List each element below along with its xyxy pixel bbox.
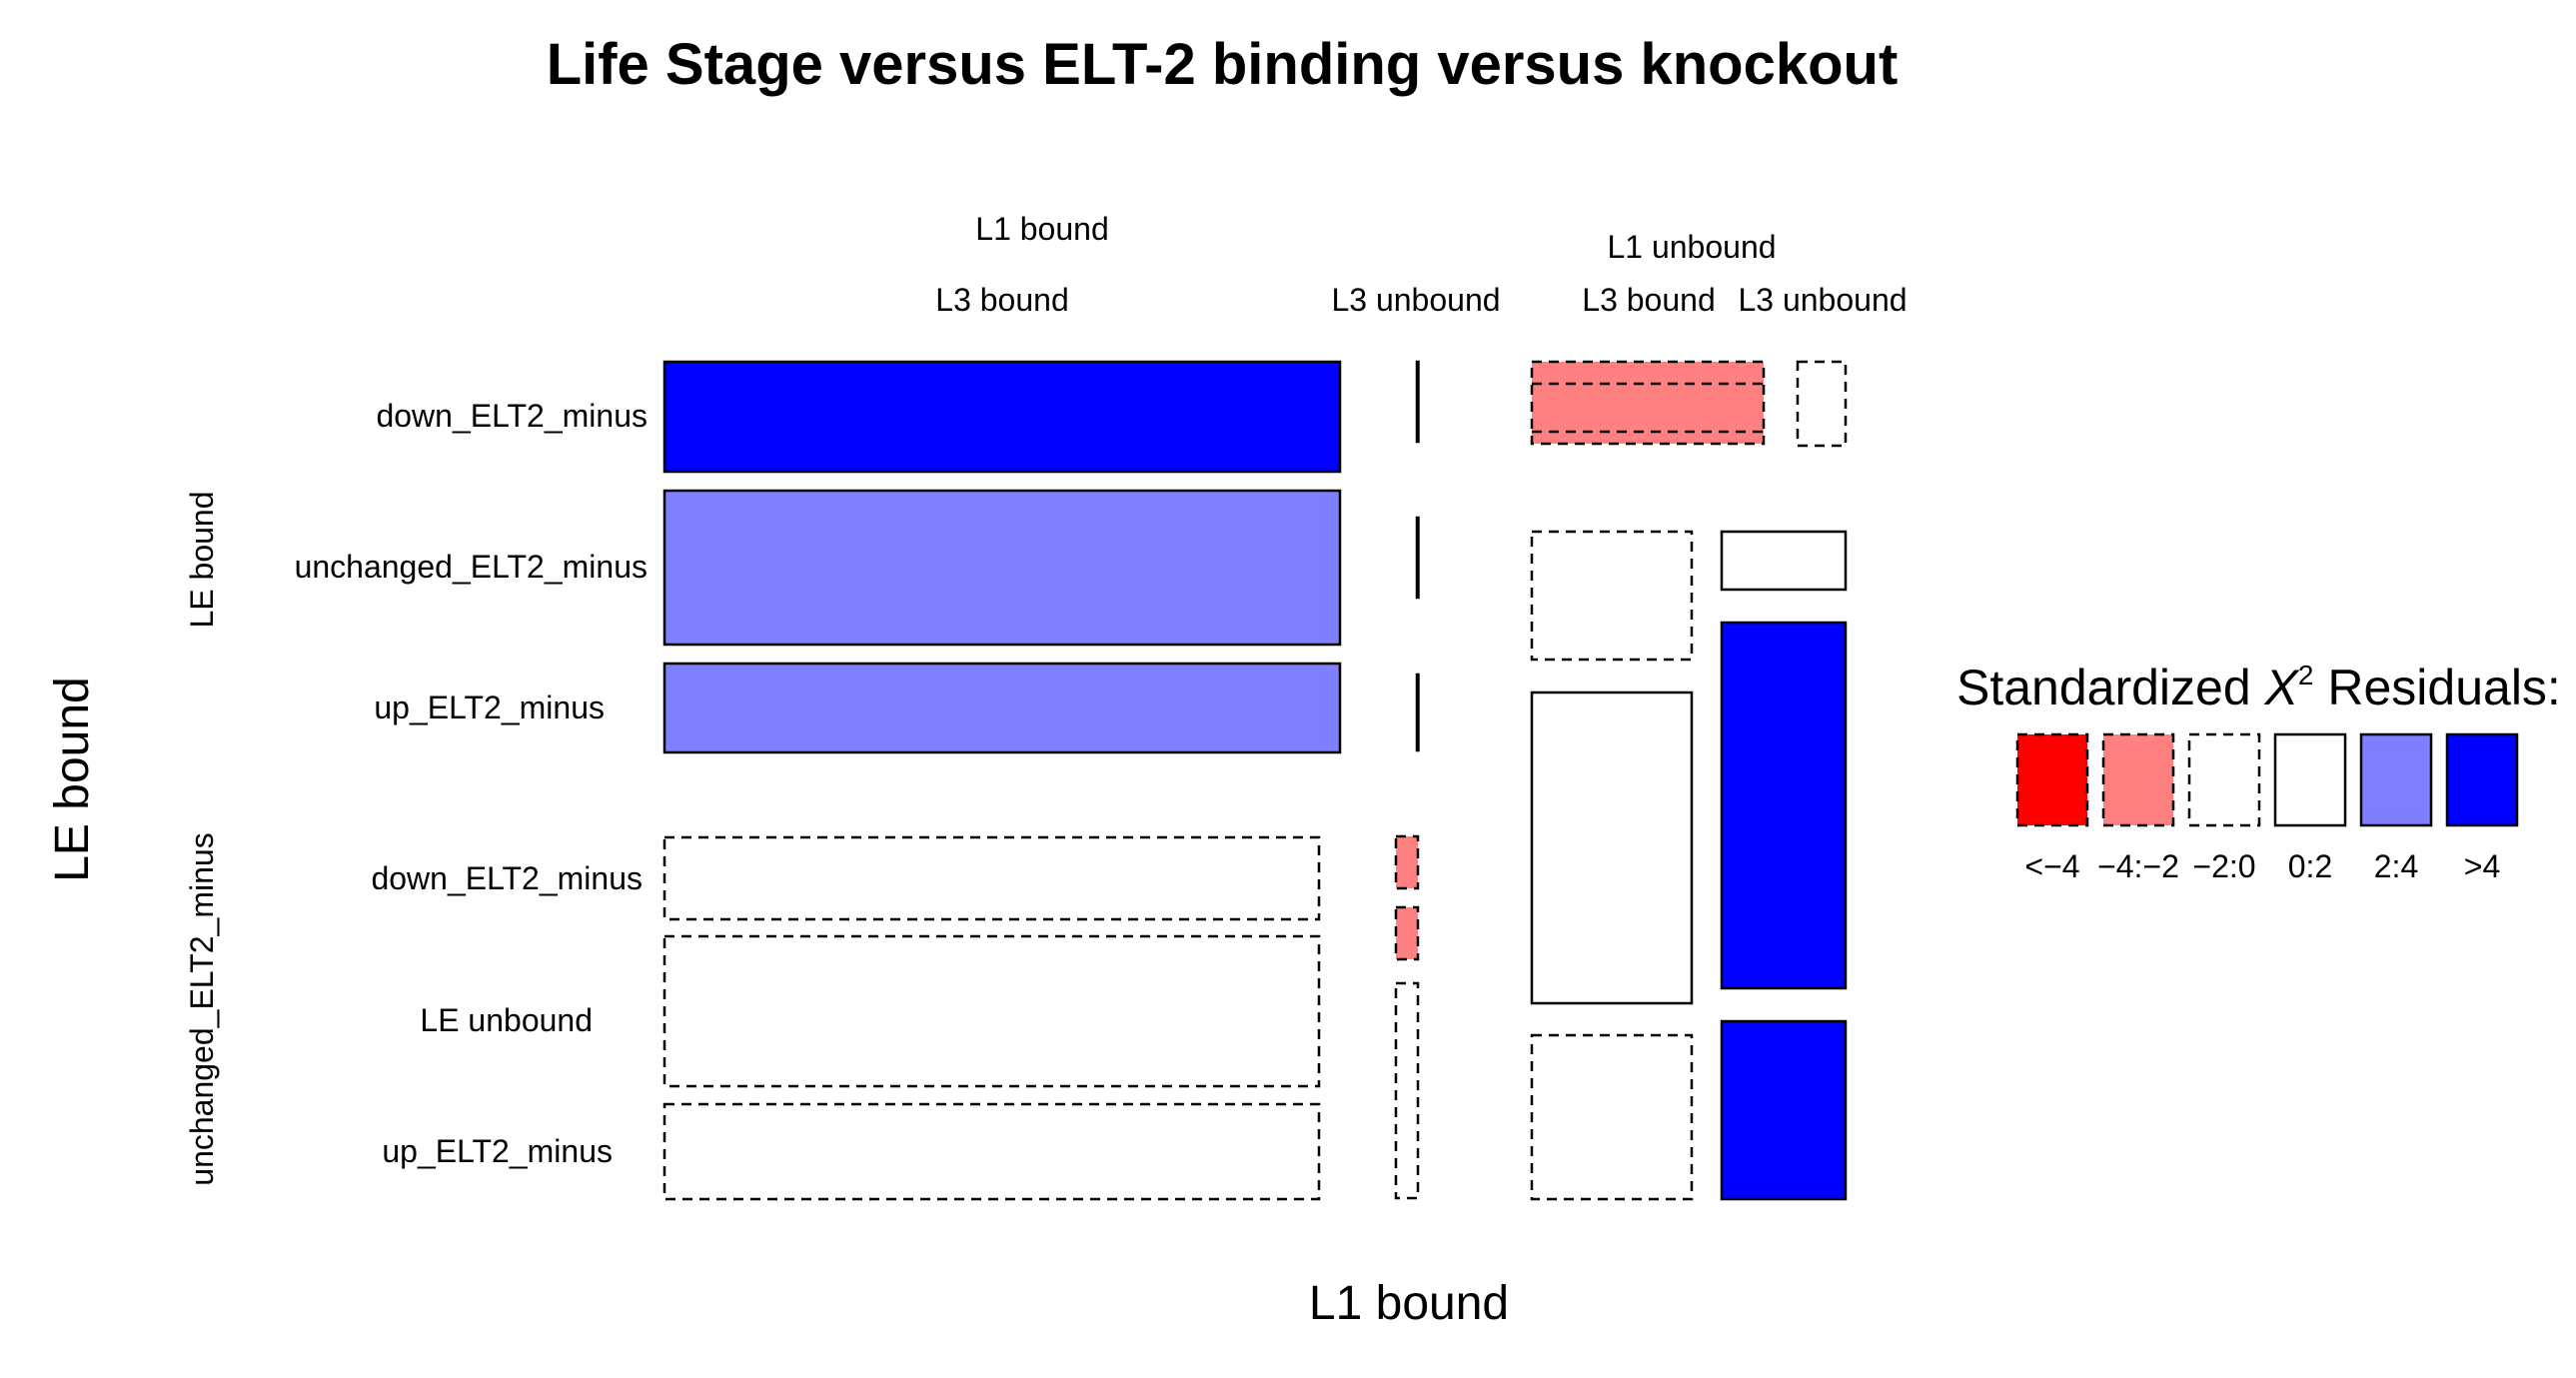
legend-swatch-0_2 bbox=[2275, 734, 2345, 825]
row-group-label-unchanged-elt2-minus: unchanged_ELT2_minus bbox=[184, 832, 220, 1186]
x-axis-title: L1 bound bbox=[1308, 1277, 1510, 1330]
row-group-label-le-bound: LE bound bbox=[184, 491, 220, 629]
chart-title: Life Stage versus ELT-2 binding versus knockout bbox=[546, 32, 1899, 97]
legend-title-prefix: Standardized bbox=[1956, 660, 2265, 715]
legend-label-lt_-4: <−4 bbox=[2024, 848, 2080, 884]
tile-l1b-l3u-le-bound-down bbox=[1417, 362, 1419, 442]
legend-swatch--4_-2 bbox=[2103, 734, 2173, 825]
tile-l1u-l3u-lg2 bbox=[1722, 1021, 1846, 1199]
tile-l1b-l3b-lg2-down bbox=[664, 837, 1319, 919]
tile-l1b-l3b-le-bound-unchanged bbox=[664, 491, 1340, 645]
col-label-l1bound-l3-unbound: L3 unbound bbox=[1331, 282, 1501, 318]
col-label-l1unbound-l3-bound: L3 bound bbox=[1582, 282, 1716, 318]
tile-l1b-l3u-lg2-le-unbound bbox=[1396, 907, 1418, 959]
tile-l1b-l3u-lg2-down bbox=[1396, 836, 1418, 888]
legend-label-2_4: 2:4 bbox=[2373, 848, 2419, 884]
legend-label--4_-2: −4:−2 bbox=[2097, 848, 2179, 884]
tile-l1b-l3b-le-bound-up bbox=[664, 664, 1340, 752]
legend-swatch-2_4 bbox=[2361, 734, 2431, 825]
tile-l1b-l3b-le-bound-down bbox=[664, 362, 1340, 472]
tile-l1u-l3b-lg2 bbox=[1532, 1035, 1692, 1199]
row-label-unchanged-elt2-minus: unchanged_ELT2_minus bbox=[294, 549, 647, 585]
tile-l1u-l3u-le-bound-unchanged bbox=[1722, 532, 1846, 590]
col-group-label-l1-bound: L1 bound bbox=[975, 211, 1109, 247]
row-label-down-elt2-minus-1: down_ELT2_minus bbox=[376, 398, 647, 434]
legend-label-0_2: 0:2 bbox=[2287, 848, 2333, 884]
col-label-l1unbound-l3-unbound: L3 unbound bbox=[1738, 282, 1908, 318]
tile-l1b-l3b-lg2-up bbox=[664, 1104, 1319, 1199]
legend-swatch-gt_4 bbox=[2447, 734, 2517, 825]
tile-l1u-l3u-le-bound-down bbox=[1798, 362, 1846, 446]
tile-l1u-l3b-le-bound-up bbox=[1532, 692, 1692, 1003]
row-label-le-unbound: LE unbound bbox=[420, 1002, 593, 1038]
legend-swatch--2_0 bbox=[2189, 734, 2259, 825]
tile-l1b-l3b-lg2-le-unbound bbox=[664, 936, 1319, 1086]
y-axis-title: LE bound bbox=[46, 677, 99, 882]
legend-label-gt_4: >4 bbox=[2463, 848, 2501, 884]
row-label-up-elt2-minus-1: up_ELT2_minus bbox=[374, 689, 605, 725]
legend-label--2_0: −2:0 bbox=[2192, 848, 2256, 884]
tile-l1b-l3u-le-bound-up bbox=[1417, 675, 1419, 750]
tile-l1u-l3b-le-bound-unchanged bbox=[1532, 532, 1692, 660]
tile-l1b-l3u-le-bound-unchanged bbox=[1417, 518, 1419, 598]
col-label-l1bound-l3-bound: L3 bound bbox=[935, 282, 1069, 318]
col-group-label-l1-unbound: L1 unbound bbox=[1607, 229, 1777, 265]
tile-l1b-l3u-lg2-up bbox=[1396, 983, 1418, 1198]
legend-title-superscript: 2 bbox=[2297, 660, 2314, 690]
legend-swatch-lt_-4 bbox=[2017, 734, 2087, 825]
legend-title-suffix: Residuals: bbox=[2313, 660, 2561, 715]
tile-l1u-l3u-le-bound-up bbox=[1722, 623, 1846, 988]
row-label-up-elt2-minus-2: up_ELT2_minus bbox=[382, 1133, 613, 1169]
legend bbox=[1956, 660, 2561, 884]
legend-title-symbol: X bbox=[2264, 660, 2298, 715]
row-label-down-elt2-minus-2: down_ELT2_minus bbox=[371, 860, 643, 896]
legend-title bbox=[1956, 660, 2561, 715]
